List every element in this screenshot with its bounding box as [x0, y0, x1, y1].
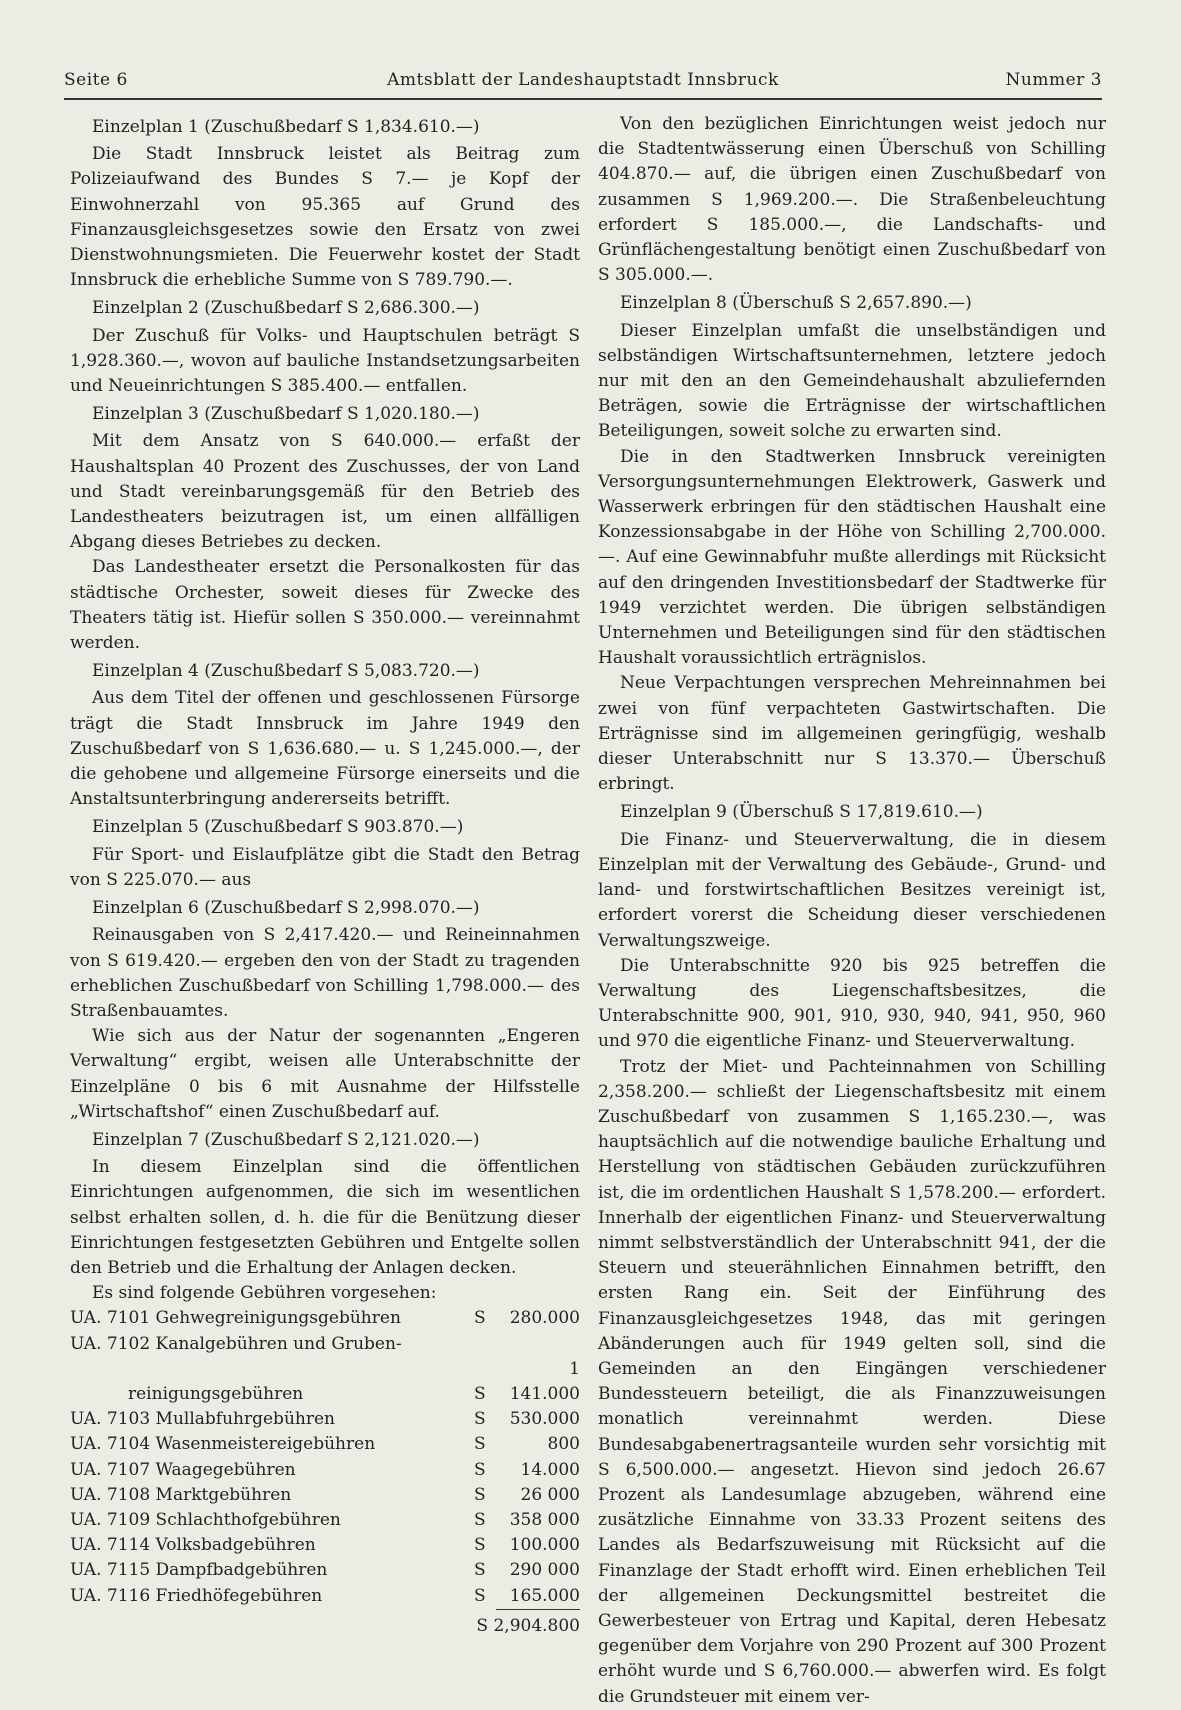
fee-currency: S: [474, 1409, 486, 1430]
paragraph: Von den bezüglichen Einrichtungen weist jedoch nur die Stadtentwässerung einen Überschuß von Schilling 404.870.— auf, die übrigen einen Zuschußbedarf von zusammen S 1,969.200.—. Die Straßenbeleuchtung erfordert S 185.000.—, die Landschafts- und Grünflächengestaltung benötigt einen Zuschußbedarf von S 305.000.—.: [598, 114, 1106, 286]
fee-row: [70, 1357, 580, 1407]
paragraph: Dieser Einzelplan umfaßt die unselbständigen und selbständigen Wirtschaftsunternehmen, letztere jedoch nur mit den an den Gemeindehaushalt abzuliefernden Beträgen, sowie die Erträgnisse der wirtschaftlichen Beteiligungen, soweit solche zu erwarten sind.: [598, 320, 1106, 442]
fee-row: [70, 1483, 580, 1508]
paragraph: Für Sport- und Eislaufplätze gibt die Stadt den Betrag von S 225.070.— aus: [70, 844, 580, 890]
fee-currency: [474, 1332, 496, 1357]
fee-amount: [496, 1332, 580, 1357]
fee-label: UA. 7107 Waagegebühren: [70, 1459, 296, 1480]
paragraph: Trotz der Miet- und Pachteinnahmen von Schilling 2,358.200.— schließt der Liegenschaftsbesitz mit einem Zuschußbedarf von zusammen S 1,165.230.—, was hauptsächlich auf die notwendige bauliche Erhaltung und Herstellung von städtischen Gebäuden zurückzuführen ist, die im ordentlichen Haushalt S 1,578.200.— erfordert. Innerhalb der eigentlichen Finanz- und Steuerverwaltung nimmt selbstverständlich der Unterabschnitt 941, der die Steuern und steuerähnlichen Einnahmen betrifft, den ersten Rang ein. Seit der Einführung des Finanzausgleichgesetzes 1948, das mit geringen Abänderungen auch für 1949 gelten soll, sind die Gemeinden an den Eingängen verschiedener Bundessteuern beteiligt, die als Finanzzuweisungen monatlich vereinnahmt werden. Diese Bundesabgabenertragsanteile wurden sehr vorsichtig mit S 6,500.000.— angesetzt. Hievon sind jedoch 26.67 Prozent als Landesumlage abzugeben, während eine zusätzliche Einnahme von 33.33 Prozent seitens des Landes als Bedarfszuweisung mit Rücksicht auf die Finanzlage der Stadt erhofft wird. Einen erheblichen Teil der allgemeinen Deckungsmittel bestreitet die Gewerbesteuer von Ertrag und Kapital, deren Hebesatz gegenüber dem Vorjahre von 290 Prozent auf 300 Prozent erhöht wurde und S 6,760.000.— abwerfen wird. Es folgt die Grundsteuer mit einem ver-: [598, 1056, 1106, 1707]
fee-label: UA. 7103 Mullabfuhrgebühren: [70, 1409, 335, 1430]
paragraph: Wie sich aus der Natur der sogenannten „Engeren Verwaltung“ ergibt, weisen alle Unterabschnitte der Einzelpläne 0 bis 6 mit Ausnahme der Hilfsstelle „Wirtschaftshof“ einen Zuschußbedarf auf.: [70, 1026, 580, 1122]
paragraph: Das Landestheater ersetzt die Personalkosten für das städtische Orchester, soweit dieses für Zwecke des Theaters tätig ist. Hiefür sollen S 350.000.— vereinnahmt werden.: [70, 557, 580, 654]
fee-label: UA. 7104 Wasenmeistereigebühren: [70, 1434, 376, 1455]
section-heading: Einzelplan 3 (Zuschußbedarf S 1,020.180.—): [92, 404, 480, 425]
paragraph: Aus dem Titel der offenen und geschlossenen Fürsorge trägt die Stadt Innsbruck im Jahre 1949 den Zuschußbedarf von S 1,636.680.— u. S 1,245.000.—, der die gehobene und allgemeine Fürsorge einerseits und die Anstaltsunterbringung andererseits betrifft.: [70, 688, 580, 810]
fee-label: UA. 7115 Dampfbadgebühren: [70, 1560, 328, 1581]
fee-currency: S: [474, 1383, 486, 1404]
fee-currency: S: [474, 1509, 486, 1530]
fee-row: [70, 1533, 580, 1558]
fee-label: UA. 7114 Volksbadgebühren: [70, 1535, 316, 1556]
right-column: [598, 112, 1106, 1710]
section-heading: Einzelplan 4 (Zuschußbedarf S 5,083.720.—): [92, 661, 480, 682]
fee-amount: 800: [547, 1434, 580, 1455]
page-header: [64, 70, 1102, 94]
section-heading: Einzelplan 1 (Zuschußbedarf S 1,834.610.—): [92, 117, 480, 137]
fee-currency: S: [474, 1434, 486, 1455]
paragraph: Der Zuschuß für Volks- und Hauptschulen beträgt S 1,928.360.—, wovon auf bauliche Instandsetzungsarbeiten und Neueinrichtungen S 385.400.— entfallen.: [70, 325, 580, 397]
fee-currency: S: [474, 1560, 486, 1581]
fee-currency: S: [474, 1535, 486, 1556]
fee-currency: S: [474, 1484, 486, 1505]
page-number: Seite 6: [64, 70, 128, 90]
publication-title: Amtsblatt der Landeshauptstadt Innsbruck: [387, 70, 779, 90]
fee-row: [70, 1407, 580, 1432]
fee-label: reinigungsgebühren: [128, 1383, 304, 1404]
fee-row: [70, 1558, 580, 1583]
section-heading: Einzelplan 9 (Überschuß S 17,819.610.—): [620, 802, 983, 823]
fee-amount: 26 000: [520, 1484, 580, 1505]
fee-currency: S: [474, 1586, 486, 1607]
fee-amount: 1 141.000: [509, 1358, 580, 1404]
fee-row: [70, 1458, 580, 1483]
header-rule: [64, 98, 1102, 100]
fee-label: UA. 7108 Marktgebühren: [70, 1484, 292, 1505]
paragraph: Mit dem Ansatz von S 640.000.— erfaßt der Haushaltsplan 40 Prozent des Zuschusses, der von Land und Stadt vereinbarungsgemäß für den Betrieb des Landestheaters beizutragen ist, um einen allfälligen Abgang dieses Betriebes zu decken.: [70, 431, 580, 553]
paragraph: Reinausgaben von S 2,417.420.— und Reineinnahmen von S 619.420.— ergeben den von der Stadt zu tragenden erheblichen Zuschußbedarf von Schilling 1,798.000.— des Straßenbauamtes.: [70, 925, 580, 1021]
paragraph: Neue Verpachtungen versprechen Mehreinnahmen bei zwei von fünf verpachteten Gastwirtschaften. Die Erträgnisse sind im allgemeinen geringfügig, weshalb dieser Unterabschnitt nur S 13.370.— Überschuß erbringt.: [598, 673, 1106, 795]
fee-row: [70, 1332, 580, 1357]
fee-amount: 165.000: [496, 1584, 580, 1610]
issue-number: Nummer 3: [1005, 70, 1102, 90]
paragraph: Die in den Stadtwerken Innsbruck vereinigten Versorgungsunternehmungen Elektrowerk, Gaswerk und Wasserwerk erbringen für den städtischen Haushalt eine Konzessionsabgabe in der Höhe von Schilling 2,700.000.—. Auf eine Gewinnabfuhr mußte allerdings mit Rücksicht auf den dringenden Investitionsbedarf der Stadtwerke für 1949 verzichtet werden. Die übrigen selbständigen Unternehmen und Beteiligungen sind für den städtischen Haushalt voraussichtlich erträgnislos.: [598, 446, 1106, 669]
paragraph: Es sind folgende Gebühren vorgesehen:: [92, 1283, 437, 1304]
fee-amount: 530.000: [509, 1409, 580, 1430]
fee-amount: 358 000: [509, 1509, 580, 1530]
fee-table: [70, 1306, 580, 1609]
fee-total: S 2,904.800: [476, 1615, 580, 1636]
fee-row: [70, 1306, 580, 1331]
fee-amount: 14.000: [520, 1459, 580, 1480]
fee-label: UA. 7102 Kanalgebühren und Gruben-: [70, 1333, 402, 1354]
paragraph: Die Stadt Innsbruck leistet als Beitrag zum Polizeiaufwand des Bundes S 7.— je Kopf der Einwohnerzahl von 95.365 auf Grund des Finanzausgleichsgesetzes sowie den Ersatz von zwei Dienstwohnungsmieten. Die Feuerwehr kostet der Stadt Innsbruck die erhebliche Summe von S 789.790.—.: [70, 144, 580, 291]
section-heading: Einzelplan 7 (Zuschußbedarf S 2,121.020.—): [92, 1129, 480, 1150]
fee-amount: 100.000: [509, 1535, 580, 1556]
fee-label: UA. 7116 Friedhöfegebühren: [70, 1586, 323, 1607]
fee-label: UA. 7101 Gehwegreinigungsgebühren: [70, 1308, 401, 1329]
section-heading: Einzelplan 8 (Überschuß S 2,657.890.—): [620, 293, 972, 314]
left-column: [70, 112, 580, 1639]
paragraph: Die Finanz- und Steuerverwaltung, die in diesem Einzelplan mit der Verwaltung des Gebäude-, Grund- und land- und forstwirtschaftlichen Besitzes vereinigt ist, erfordert vorerst die Scheidung dieser verschiedenen Verwaltungszweige.: [598, 829, 1106, 951]
fee-label: UA. 7109 Schlachthofgebühren: [70, 1509, 341, 1530]
section-heading: Einzelplan 6 (Zuschußbedarf S 2,998.070.—): [92, 898, 480, 919]
fee-row: [70, 1432, 580, 1457]
fee-row: [70, 1584, 580, 1610]
section-heading: Einzelplan 2 (Zuschußbedarf S 2,686.300.—): [92, 298, 480, 319]
fee-amount: 290 000: [509, 1560, 580, 1581]
fee-currency: S: [474, 1308, 486, 1329]
fee-row: [70, 1508, 580, 1533]
fee-amount: 280.000: [509, 1308, 580, 1329]
paragraph: Die Unterabschnitte 920 bis 925 betreffen die Verwaltung des Liegenschaftsbesitzes, die Unterabschnitte 900, 901, 910, 930, 940, 941, 950, 960 und 970 die eigentliche Finanz- und Steuerverwaltung.: [598, 955, 1106, 1052]
paragraph: In diesem Einzelplan sind die öffentlichen Einrichtungen aufgenommen, die sich im wesentlichen selbst erhalten sollen, d. h. die für die Benützung dieser Einrichtungen festgesetzten Gebühren und Entgelte sollen den Betrieb und die Erhaltung der Anlagen decken.: [70, 1157, 580, 1278]
fee-currency: S: [474, 1459, 486, 1480]
section-heading: Einzelplan 5 (Zuschußbedarf S 903.870.—): [92, 817, 464, 838]
